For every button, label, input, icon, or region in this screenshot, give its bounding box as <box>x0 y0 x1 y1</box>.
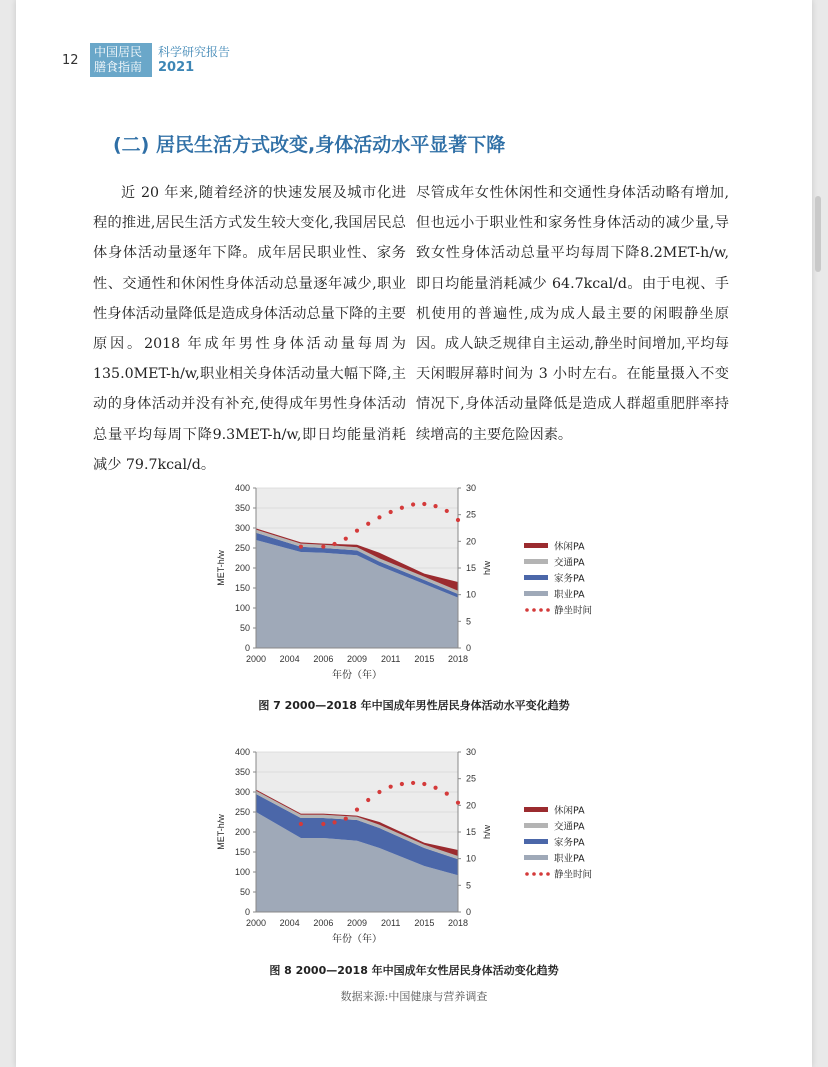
legend-label: 休闲PA <box>554 541 585 553</box>
sedentary-point <box>321 822 325 826</box>
x-tick-label: 2009 <box>346 918 368 928</box>
sedentary-point <box>299 822 303 826</box>
sedentary-point <box>445 792 449 796</box>
logo-line-1: 中国居民 <box>94 45 143 59</box>
sedentary-point <box>389 785 393 789</box>
y2-tick-label: 5 <box>466 880 472 891</box>
legend-swatch <box>524 807 548 812</box>
x-axis-title: 年份（年） <box>332 934 382 945</box>
sedentary-point <box>377 515 381 519</box>
legend-label: 交通PA <box>554 557 585 569</box>
sedentary-point <box>366 522 370 526</box>
sedentary-point <box>344 817 348 821</box>
y2-tick-label: 30 <box>466 747 477 757</box>
y2-tick-label: 25 <box>466 773 477 784</box>
sedentary-point <box>411 502 415 506</box>
sedentary-point <box>344 537 348 541</box>
x-tick-label: 2006 <box>313 654 334 664</box>
page-number: 12 <box>62 52 79 68</box>
y-tick-label: 50 <box>239 623 250 633</box>
sedentary-point <box>445 509 449 513</box>
y2-tick-label: 0 <box>466 643 472 653</box>
legend-swatch <box>524 591 548 596</box>
legend-swatch-sedentary <box>546 872 550 876</box>
figure-7-caption: 图 7 2000—2018 年中国成年男性居民身体活动水平变化趋势 <box>258 699 570 712</box>
x-tick-label: 2000 <box>245 654 267 664</box>
sedentary-point <box>355 529 359 533</box>
report-year: 2021 <box>158 60 195 75</box>
legend-label: 职业PA <box>554 853 585 865</box>
legend-label: 静坐时间 <box>554 605 593 617</box>
guideline-logo <box>90 43 152 77</box>
legend-swatch <box>524 855 548 860</box>
paragraph-left: 近 20 年来,随着经济的快速发展及城市化进程的推进,居民生活方式发生较大变化,我国居民总体身体活动量逐年下降。成年居民职业性、家务性、交通性和休闲性身体活动总量逐年减少,职业性身体活动量降低是造成身体活动总量下降的主要原因。2018 年成年男性身体活动量每周为 135.0MET-h/w,职业相关身体活动量大幅下降,主动的身体活动并没有补充,使得成年男性身体活动总量平均每周下降9.3MET-h/w,即日均能量消耗减少 79.7kcal/d。 <box>93 185 406 473</box>
y-axis-title: MET-h/w <box>216 550 226 586</box>
y2-tick-label: 0 <box>466 907 472 917</box>
legend-swatch-sedentary <box>532 872 536 876</box>
y-tick-label: 200 <box>234 827 250 837</box>
x-tick-label: 2015 <box>414 654 435 664</box>
legend-swatch-sedentary <box>525 608 529 612</box>
report-title: 科学研究报告 <box>158 45 231 59</box>
logo-line-2: 膳食指南 <box>94 60 143 74</box>
y-tick-label: 250 <box>234 807 250 817</box>
sedentary-point <box>332 820 336 824</box>
x-tick-label: 2011 <box>380 918 401 928</box>
legend-swatch <box>524 839 548 844</box>
y2-tick-label: 20 <box>466 800 477 811</box>
y-tick-label: 150 <box>234 583 250 593</box>
y-tick-label: 100 <box>234 867 250 877</box>
x-tick-label: 2011 <box>380 654 401 664</box>
sedentary-point <box>456 801 460 805</box>
legend-label: 休闲PA <box>554 805 585 817</box>
sedentary-point <box>400 506 404 510</box>
sedentary-point <box>411 781 415 785</box>
sedentary-point <box>389 510 393 514</box>
y-tick-label: 300 <box>234 523 250 533</box>
figure-7-male-activity-chart <box>212 478 612 688</box>
y-tick-label: 150 <box>234 847 250 857</box>
sedentary-point <box>355 808 359 812</box>
y-tick-label: 400 <box>234 747 250 757</box>
legend-swatch-sedentary <box>525 872 529 876</box>
y2-tick-label: 10 <box>466 853 477 864</box>
y2-tick-label: 15 <box>466 827 477 837</box>
x-tick-label: 2015 <box>414 918 435 928</box>
sedentary-point <box>456 518 460 522</box>
x-tick-label: 2018 <box>447 918 469 928</box>
y-tick-label: 0 <box>244 907 250 917</box>
y-tick-label: 100 <box>234 603 250 613</box>
sedentary-point <box>422 502 426 506</box>
legend-label: 职业PA <box>554 589 585 601</box>
legend-swatch-sedentary <box>539 872 543 876</box>
y-tick-label: 350 <box>234 767 250 777</box>
legend-label: 交通PA <box>554 821 585 833</box>
x-axis-title: 年份（年） <box>332 670 382 681</box>
y-tick-label: 0 <box>244 643 250 653</box>
legend-swatch-sedentary <box>546 608 550 612</box>
sedentary-point <box>433 786 437 790</box>
sedentary-point <box>377 790 381 794</box>
figure-8-female-activity-chart <box>212 742 612 952</box>
y2-tick-label: 30 <box>466 483 477 493</box>
legend-swatch-sedentary <box>539 608 543 612</box>
y2-tick-label: 5 <box>466 616 472 627</box>
legend-swatch-sedentary <box>532 608 536 612</box>
legend-label: 静坐时间 <box>554 869 593 881</box>
y-tick-label: 200 <box>234 563 250 573</box>
y2-tick-label: 15 <box>466 563 477 573</box>
report-label <box>158 45 230 75</box>
legend-swatch <box>524 575 548 580</box>
sedentary-point <box>299 545 303 549</box>
chart-male-svg <box>212 478 612 688</box>
y2-tick-label: 20 <box>466 536 477 547</box>
y2-axis-title: h/w <box>482 560 492 576</box>
x-tick-label: 2000 <box>245 918 267 928</box>
paragraph-right: 尽管成年女性休闲性和交通性身体活动略有增加,但也远小于职业性和家务性身体活动的减少量,导致女性身体活动总量平均每周下降8.2MET-h/w,即日均能量消耗减少 64.7kcal/d。由于电视、手机使用的普遍性,成为成人最主要的闲暇静坐原因。成人缺乏规律自主运动,静坐时间增加,平均每天闲暇屏幕时间为 3 小时左右。在能量摄入不变情况下,身体活动量降低是造成人群超重肥胖率持续增高的主要危险因素。 <box>416 185 729 443</box>
section-title: (二) 居民生活方式改变,身体活动水平显著下降 <box>113 134 506 156</box>
legend-swatch <box>524 543 548 548</box>
y-axis-title: MET-h/w <box>216 814 226 850</box>
chart-female-svg <box>212 742 612 952</box>
y-tick-label: 400 <box>234 483 250 493</box>
y-tick-label: 300 <box>234 787 250 797</box>
sedentary-point <box>366 798 370 802</box>
legend-label: 家务PA <box>554 573 585 585</box>
y2-axis-title: h/w <box>482 824 492 840</box>
y-tick-label: 350 <box>234 503 250 513</box>
legend-swatch <box>524 823 548 828</box>
y-tick-label: 50 <box>239 887 250 897</box>
x-tick-label: 2004 <box>279 654 300 664</box>
legend-swatch <box>524 559 548 564</box>
sedentary-point <box>400 782 404 786</box>
y-tick-label: 250 <box>234 543 250 553</box>
x-tick-label: 2004 <box>279 918 300 928</box>
page-header <box>62 42 230 78</box>
scrollbar[interactable] <box>815 196 821 272</box>
x-tick-label: 2018 <box>447 654 469 664</box>
sedentary-point <box>332 542 336 546</box>
sedentary-point <box>433 504 437 508</box>
sedentary-point <box>422 782 426 786</box>
sedentary-point <box>321 545 325 549</box>
y2-tick-label: 10 <box>466 589 477 600</box>
y2-tick-label: 25 <box>466 509 477 520</box>
figure-8-caption: 图 8 2000—2018 年中国成年女性居民身体活动变化趋势 <box>269 964 559 977</box>
data-source-note: 数据来源:中国健康与营养调查 <box>340 990 488 1003</box>
x-tick-label: 2006 <box>313 918 334 928</box>
x-tick-label: 2009 <box>346 654 368 664</box>
legend-label: 家务PA <box>554 837 585 849</box>
